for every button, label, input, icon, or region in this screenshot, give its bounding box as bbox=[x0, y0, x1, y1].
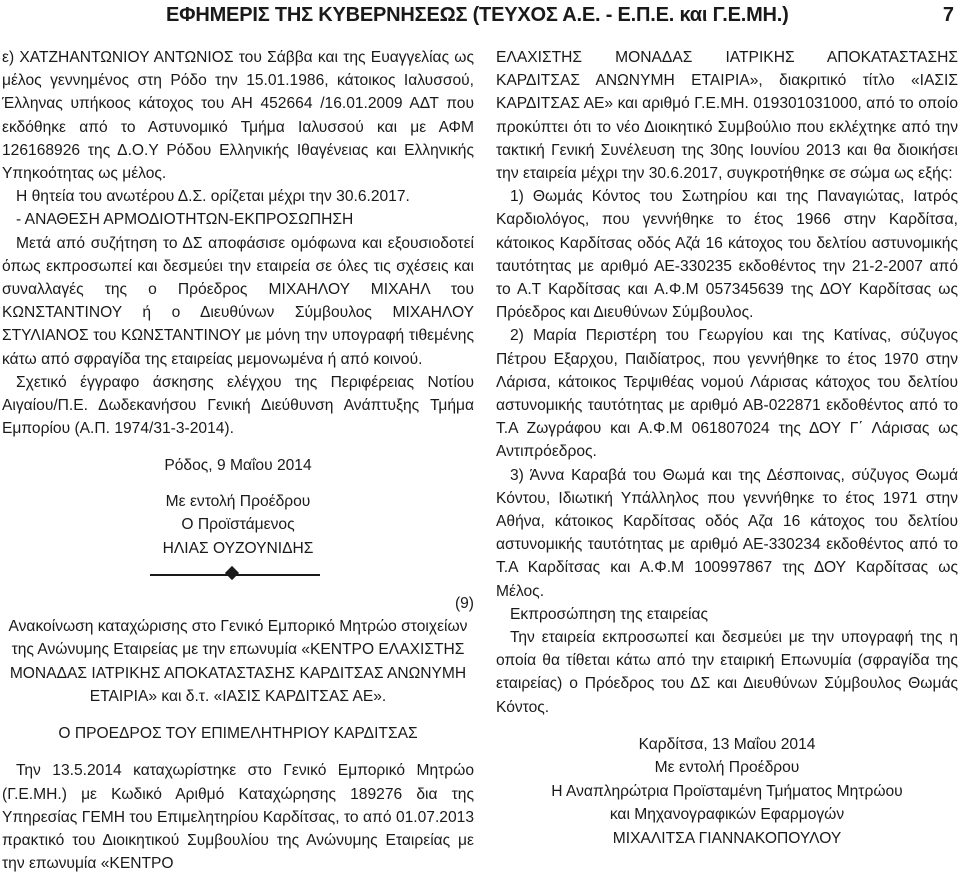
board-member-1: 1) Θωμάς Κόντος του Σωτηρίου και της Παναγιώτας, Ιατρός Καρδιολόγος, που γεννήθηκε το έτος 1966 στην Καρδίτσα, κάτοικος Καρδίτσας οδός Αζά 16 κάτοχος του δελτίου αστυνομικής ταυτότητας με αριθμό ΑΕ-330235 εκδοθέντος την 21-2-2007 από το Α.Τ Καρδίτσας και Α.Φ.Μ 057345639 της ΔΟΥ Καρδίτσας ως Πρόεδρος και Διευθύνων Σύμβουλος. bbox=[496, 188, 958, 322]
board-member-3: 3) Άννα Καραβά του Θωμά και της Δέσποινας, σύζυγος Θωμά Κόντου, Ιδιωτική Υπάλληλος που γεννήθηκε το έτος 1971 στην Αθήνα, κάτοικος Καρδίτσας οδός Αζα 16 κάτοχος του δελτίου αστυνομικής ταυτότητας με αριθμό ΑΕ-330234 εκδοθέντος από το Τ.Α Καρδίτσας και Α.Φ.Μ 100997867 της ΔΟΥ Καρδίτσας ως Μέλος. bbox=[496, 466, 958, 600]
place-date: Ρόδος, 9 Μαΐου 2014 bbox=[164, 457, 312, 475]
term-paragraph: Η θητεία του ανωτέρου Δ.Σ. ορίζεται μέχρι την 30.6.2017. bbox=[16, 188, 410, 206]
left-column bbox=[2, 46, 474, 875]
representation-body: Την εταιρεία εκπροσωπεί και δεσμεύει με την υπογραφή της η οποία θα τίθεται κάτω από την εταιρική Επωνυμία (σφραγίδα της εταιρείας) ο Πρόεδρος του ΔΣ και Διευθύνων Σύμβουλος Θωμάς Κόντος. bbox=[496, 629, 958, 716]
signature-line-2-right: Η Αναπληρώτρια Προϊσταμένη Τμήματος Μητρώου bbox=[551, 782, 903, 800]
signature-line-1-right: Με εντολή Προέδρου bbox=[654, 759, 800, 777]
item-number: (9) bbox=[454, 595, 474, 613]
place-date-right: Καρδίτσα, 13 Μαΐου 2014 bbox=[638, 735, 816, 753]
representation-paragraph: Μετά από συζήτηση το ΔΣ αποφάσισε ομόφωνα και εξουσιοδοτεί όπως εκπροσωπεί και δεσμεύει την εταιρεία σε όλες τις σχέσεις και συναλλαγές της ο Πρόεδρος ΜΙΧΑΗΛΟΥ ΜΙΧΑΗΛ του ΚΩΝΣΤΑΝΤΙΝΟΥ ή ο Διευθύνων Σύμβουλος ΜΙΧΑΗΛΟΥ ΣΤΥΛΙΑΝΟΣ του ΚΩΝΣΤΑΝΤΙΝΟΥ με μόνη την υπογραφή τιθεμένης κάτω από σφραγίδα της εταιρείας μεμονωμένα ή από κοινού. bbox=[2, 234, 474, 368]
registration-paragraph: Την 13.5.2014 καταχωρίστηκε στο Γενικό Εμπορικό Μητρώο (Γ.Ε.ΜΗ.) με Κωδικό Αριθμό Καταχώρησης 189276 δια της Υπηρεσίας ΓΕΜΗ του Επιμελητηρίου Καρδίτσας, το από 01.07.2013 πρακτικό του Διοικητικού Συμβουλίου της Ανώνυμης Εταιρείας με την επωνυμία «ΚΕΝΤΡΟ bbox=[2, 762, 474, 873]
section-heading: - ΑΝΑΘΕΣΗ ΑΡΜΟΔΙΟΤΗΤΩΝ-ΕΚΠΡΟΣΩΠΗΣΗ bbox=[16, 211, 354, 229]
section-divider bbox=[2, 566, 474, 584]
related-document-paragraph: Σχετικό έγγραφο άσκησης ελέγχου της Περιφέρειας Νοτίου Αιγαίου/Π.Ε. Δωδεκανήσου Γενική Διεύθυνση Ανάπτυξης Τμήμα Εμπορίου (Α.Π. 1974/31-3-2014). bbox=[2, 373, 474, 438]
page-header bbox=[0, 0, 960, 36]
board-member-2: 2) Μαρία Περιστέρη του Γεωργίου και της Κατίνας, σύζυγος Πέτρου Εξαρχου, Παιδίατρος, που γεννήθηκε το έτος 1970 στην Λάρισα, κάτοικος Τερψιθέας νομού Λάρισας κάτοχος του δελτίου αστυνομικής ταυτότητας με αριθμό ΑΒ-022871 εκδοθέντος από το Τ.Α Ζωγράφου και Α.Φ.Μ 061807024 της ΔΟΥ Γ΄ Λάρισας ως Αντιπρόεδρος. bbox=[496, 327, 958, 461]
gazette-title: ΕΦΗΜΕΡΙΣ ΤΗΣ ΚΥΒΕΡΝΗΣΕΩΣ (ΤΕΥΧΟΣ Α.Ε. - Ε.Π.Ε. και Γ.Ε.ΜΗ.) bbox=[166, 4, 789, 26]
right-column bbox=[496, 46, 958, 850]
signatory-name-right: ΜΙΧΑΛΙΤΣΑ ΓΙΑΝΝΑΚΟΠΟΥΛΟΥ bbox=[612, 829, 842, 847]
signature-line-1: Με εντολή Προέδρου bbox=[165, 492, 311, 510]
diamond-icon bbox=[225, 566, 239, 580]
chamber-president: Ο ΠΡΟΕΔΡΟΣ ΤΟΥ ΕΠΙΜΕΛΗΤΗΡΙΟΥ ΚΑΡΔΙΤΣΑΣ bbox=[58, 725, 418, 743]
member-e-paragraph: ε) ΧΑΤΖΗΑΝΤΩΝΙΟΥ ΑΝΤΩΝΙΟΣ του Σάββα και της Ευαγγελίας ως μέλος γεννημένος στη Ρόδο την 15.01.1986, κάτοικος Ιαλυσσού, Έλληνας υπήκοος κάτοχος του ΑΗ 452664 /16.01.2009 ΑΔΤ που εκδόθηκε από το Αστυνομικό Τμήμα Ιαλυσσού και με ΑΦΜ 126168926 της Δ.Ο.Υ Ρόδου Ελληνικής Ιθαγένειας και Ελληνικής Υπηκοότητας ως μέλος. bbox=[2, 49, 474, 183]
signature-block bbox=[2, 454, 474, 560]
signatory-name: ΗΛΙΑΣ ΟΥΖΟΥΝΙΔΗΣ bbox=[162, 539, 314, 557]
page-number: 7 bbox=[942, 4, 954, 26]
announcement-title: Ανακοίνωση καταχώρισης στο Γενικό Εμπορικό Μητρώο στοιχείων της Ανώνυμης Εταιρείας με την επωνυμία «ΚΕΝΤΡΟ ΕΛΑΧΙΣΤΗΣ ΜΟΝΑΔΑΣ ΙΑΤΡΙΚΗΣ ΑΠΟΚΑΤΑΣΤΑΣΗΣ ΚΑΡΔΙΤΣΑΣ ΑΝΩΝΥΜΗ ΕΤΑΙΡΙΑ» και δ.τ. «ΙΑΣΙΣ ΚΑΡΔΙΤΣΑΣ ΑΕ». bbox=[8, 618, 468, 705]
continuation-paragraph: ΕΛΑΧΙΣΤΗΣ ΜΟΝΑΔΑΣ ΙΑΤΡΙΚΗΣ ΑΠΟΚΑΤΑΣΤΑΣΗΣ ΚΑΡΔΙΤΣΑΣ ΑΝΩΝΥΜΗ ΕΤΑΙΡΙΑ», διακριτικό τίτλο «ΙΑΣΙΣ ΚΑΡΔΙΤΣΑΣ ΑΕ» και αριθμό Γ.Ε.ΜΗ. 019301031000, από το οποίο προκύπτει ότι το νέο Διοικητικό Συμβούλιο που εκλέχτηκε από την τακτική Γενική Συνέλευση της 30ης Ιουνίου 2013 και θα διοικήσει την εταιρεία μέχρι την 30.6.2017, συγκροτήθηκε σε σώμα ως εξής: bbox=[496, 49, 958, 183]
signature-block-right bbox=[496, 733, 958, 850]
signature-line-3-right: και Μηχανογραφικών Εφαρμογών bbox=[609, 806, 845, 824]
signature-line-2: Ο Προϊστάμενος bbox=[181, 516, 295, 534]
representation-heading: Εκπροσώπηση της εταιρείας bbox=[510, 605, 709, 623]
